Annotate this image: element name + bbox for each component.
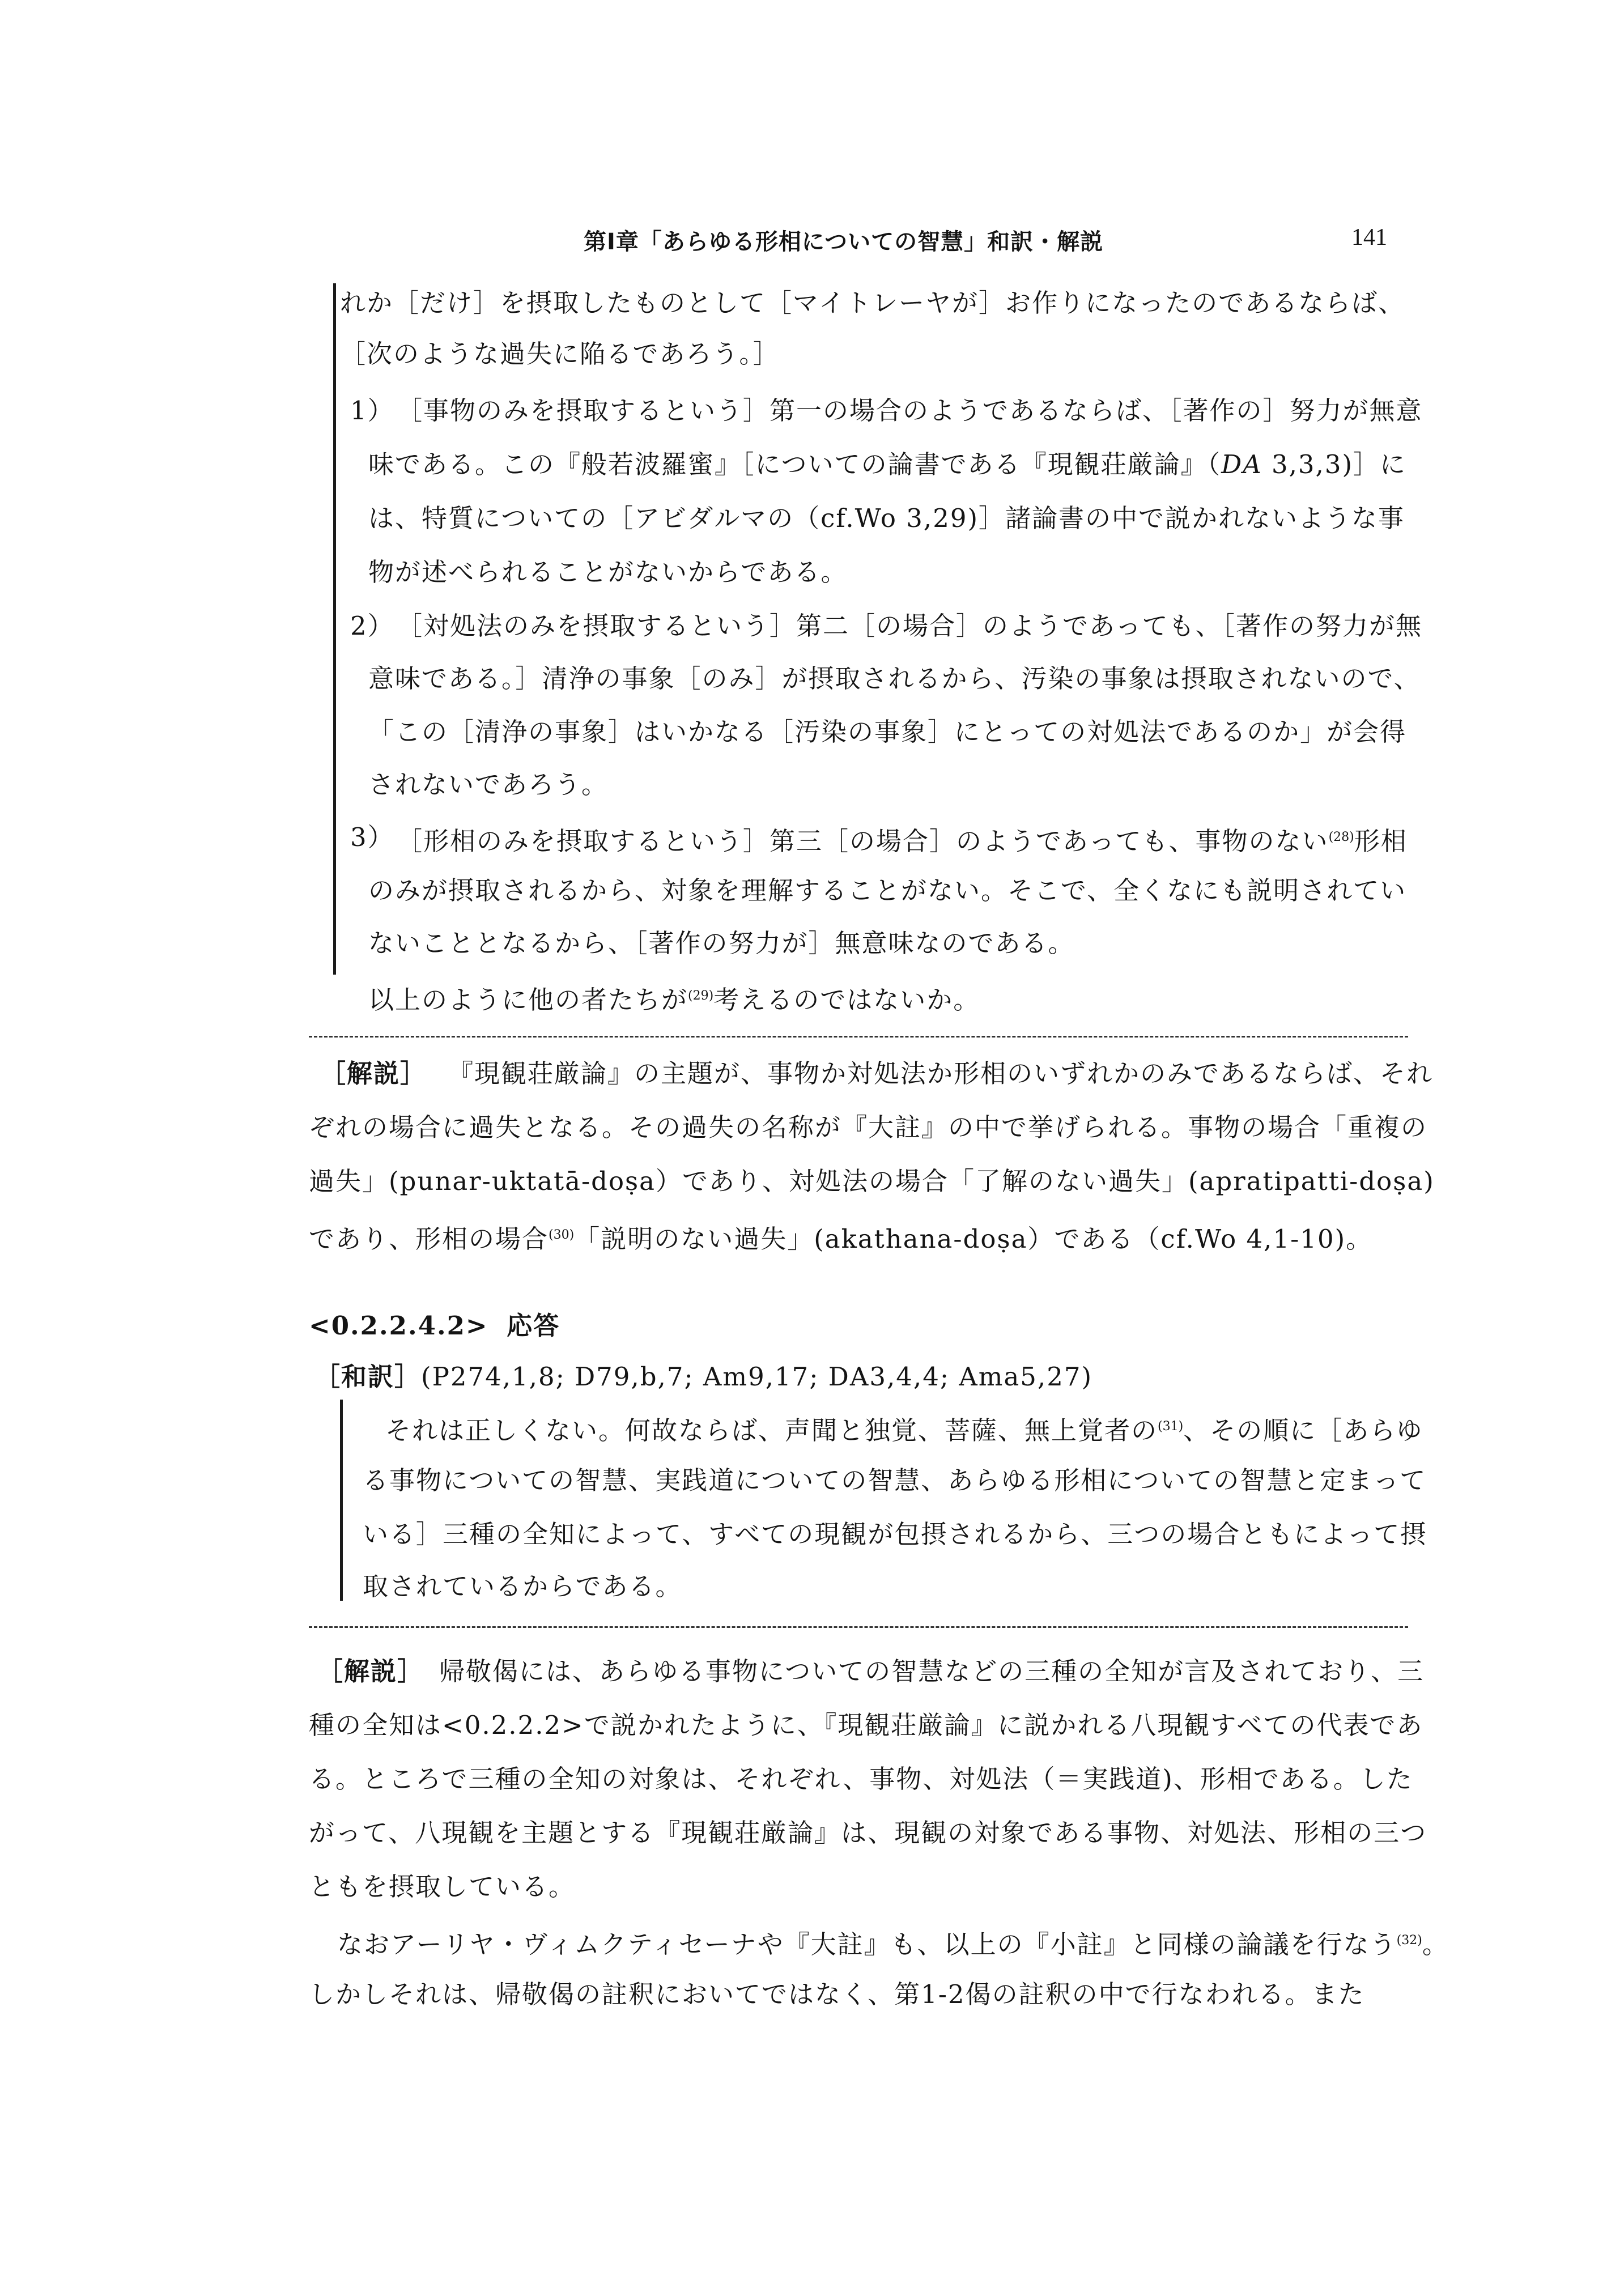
text-line: 意味である。］清浄の事象［のみ］が摂取されるから、汚染の事象は摂取されないので、 [368, 664, 1421, 694]
text-line: いる］三種の全知によって、すべての現観が包摂されるから、三つの場合ともによって摂 [363, 1519, 1427, 1549]
quote-bar [340, 1400, 343, 1601]
text-line [309, 1218, 1372, 1256]
text-segment: であり、形相の場合 [309, 1224, 549, 1254]
text-line: されないであろう。 [368, 769, 609, 800]
text-line: しかしそれは、帰敬偈の註釈においてではなく、第1-2偈の註釈の中で行なわれる。また [309, 1979, 1365, 2009]
text-line: は、特質についての［アビダルマの（cf.Wo 3,29)］諸論書の中で説かれないような事 [368, 503, 1405, 533]
footnote-marker: (29) [688, 989, 714, 1003]
item-number: 1） [350, 396, 394, 426]
section-heading [309, 1309, 560, 1343]
text-line: 「この［清浄の事象］はいかなる［汚染の事象］にとっての対処法であるのか」が会得 [368, 717, 1407, 747]
text-line: ともを摂取している。 [309, 1872, 576, 1902]
text-line: る。ところで三種の全知の対象は、それぞれ、事物、対処法（＝実践道)、形相である。した [309, 1764, 1413, 1794]
commentary-label: ［解説］ [320, 1058, 427, 1089]
text-segment: 考えるのではないか。 [713, 985, 980, 1015]
text-line: 物が述べられることがないからである。 [368, 557, 848, 587]
text-segment: なおアーリヤ・ヴィムクティセーナや『大註』も、以上の『小註』と同様の論議を行なう [337, 1929, 1397, 1959]
text-line [337, 1924, 1449, 1962]
text-segment: 以上のように他の者たちが [368, 985, 688, 1015]
text-line [385, 1410, 1423, 1448]
section-title: 応答 [507, 1311, 560, 1341]
text-line: のみが摂取されるから、対象を理解することがない。そこで、全くなにも説明されてい [368, 875, 1407, 905]
text-segment: 。 [1422, 1929, 1449, 1959]
text-segment: ［形相のみを摂取するという］第三［の場合］のようであっても、事物のない [397, 826, 1329, 856]
text-line: れか［だけ］を摂取したものとして［マイトレーヤが］お作りになったのであるならば、 [340, 288, 1405, 318]
footnote-marker: (31) [1158, 1419, 1184, 1434]
footnote-marker: (28) [1328, 830, 1354, 844]
text-line: 過失」(punar-uktatā-doṣa）であり、対処法の場合「了解のない過失」(apratipatti-doṣa) [309, 1166, 1435, 1196]
translation-header [314, 1360, 1092, 1394]
source-references: (P274,1,8; D79,b,7; Am9,17; DA3,4,4; Ama5,27) [421, 1362, 1093, 1392]
commentary-label: ［解説］ [317, 1656, 424, 1686]
dashed-divider [309, 1626, 1408, 1628]
abbreviation: DA [1221, 449, 1262, 479]
text-line [368, 979, 980, 1017]
text-segment: 味である。この『般若波羅蜜』［についての論書である『現観荘厳論』（ [368, 449, 1222, 479]
text-line: ぞれの場合に過失となる。その過失の名称が『大註』の中で挙げられる。事物の場合「重複の [309, 1112, 1428, 1142]
text-segment: 、その順に［あらゆ [1183, 1415, 1423, 1445]
text-line: ［対処法のみを摂取するという］第二［の場合］のようであっても、［著作の努力が無 [397, 611, 1423, 641]
section-id: <0.2.2.4.2> [309, 1311, 488, 1341]
text-line: ［次のような過失に陥るであろう。］ [340, 339, 780, 369]
text-segment: 3,3,3)］に [1262, 449, 1407, 479]
text-line [397, 820, 1408, 858]
quote-bar [333, 283, 336, 975]
text-line: 種の全知は<0.2.2.2>で説かれたように、『現観荘厳論』に説かれる八現観すべての代表であ [309, 1710, 1423, 1740]
text-line: 帰敬偈には、あらゆる事物についての智慧などの三種の全知が言及されており、三 [439, 1656, 1425, 1686]
item-number: 2） [350, 611, 394, 641]
text-line: 取されているからである。 [363, 1571, 682, 1601]
text-segment: 「説明のない過失」(akathana-doṣa）である（cf.Wo 4,1-10)。 [574, 1224, 1373, 1254]
item-number: 3） [350, 822, 394, 852]
footnote-marker: (32) [1396, 1933, 1422, 1948]
text-segment: それは正しくない。何故ならば、声聞と独覚、菩薩、無上覚者の [385, 1415, 1158, 1445]
footnote-marker: (30) [549, 1228, 575, 1242]
text-line: がって、八現観を主題とする『現観荘厳論』は、現観の対象である事物、対処法、形相の三つ [309, 1818, 1427, 1848]
page-number: 141 [1351, 224, 1387, 250]
translation-label: ［和訳］ [314, 1362, 422, 1392]
text-line: ［事物のみを摂取するという］第一の場合のようであるならば、［著作の］努力が無意 [397, 396, 1423, 426]
text-line: 『現観荘厳論』の主題が、事物か対処法か形相のいずれかのみであるならば、それ [448, 1058, 1434, 1089]
running-header: 第Ⅰ章「あらゆる形相についての智慧」和訳・解説 [584, 229, 1104, 255]
text-segment: 形相 [1354, 826, 1408, 856]
text-line: る事物についての智慧、実践道についての智慧、あらゆる形相についての智慧と定まって [363, 1465, 1427, 1495]
dashed-divider [309, 1036, 1408, 1038]
text-line [368, 448, 1406, 482]
text-line: ないこととなるから、［著作の努力が］無意味なのである。 [368, 928, 1075, 958]
